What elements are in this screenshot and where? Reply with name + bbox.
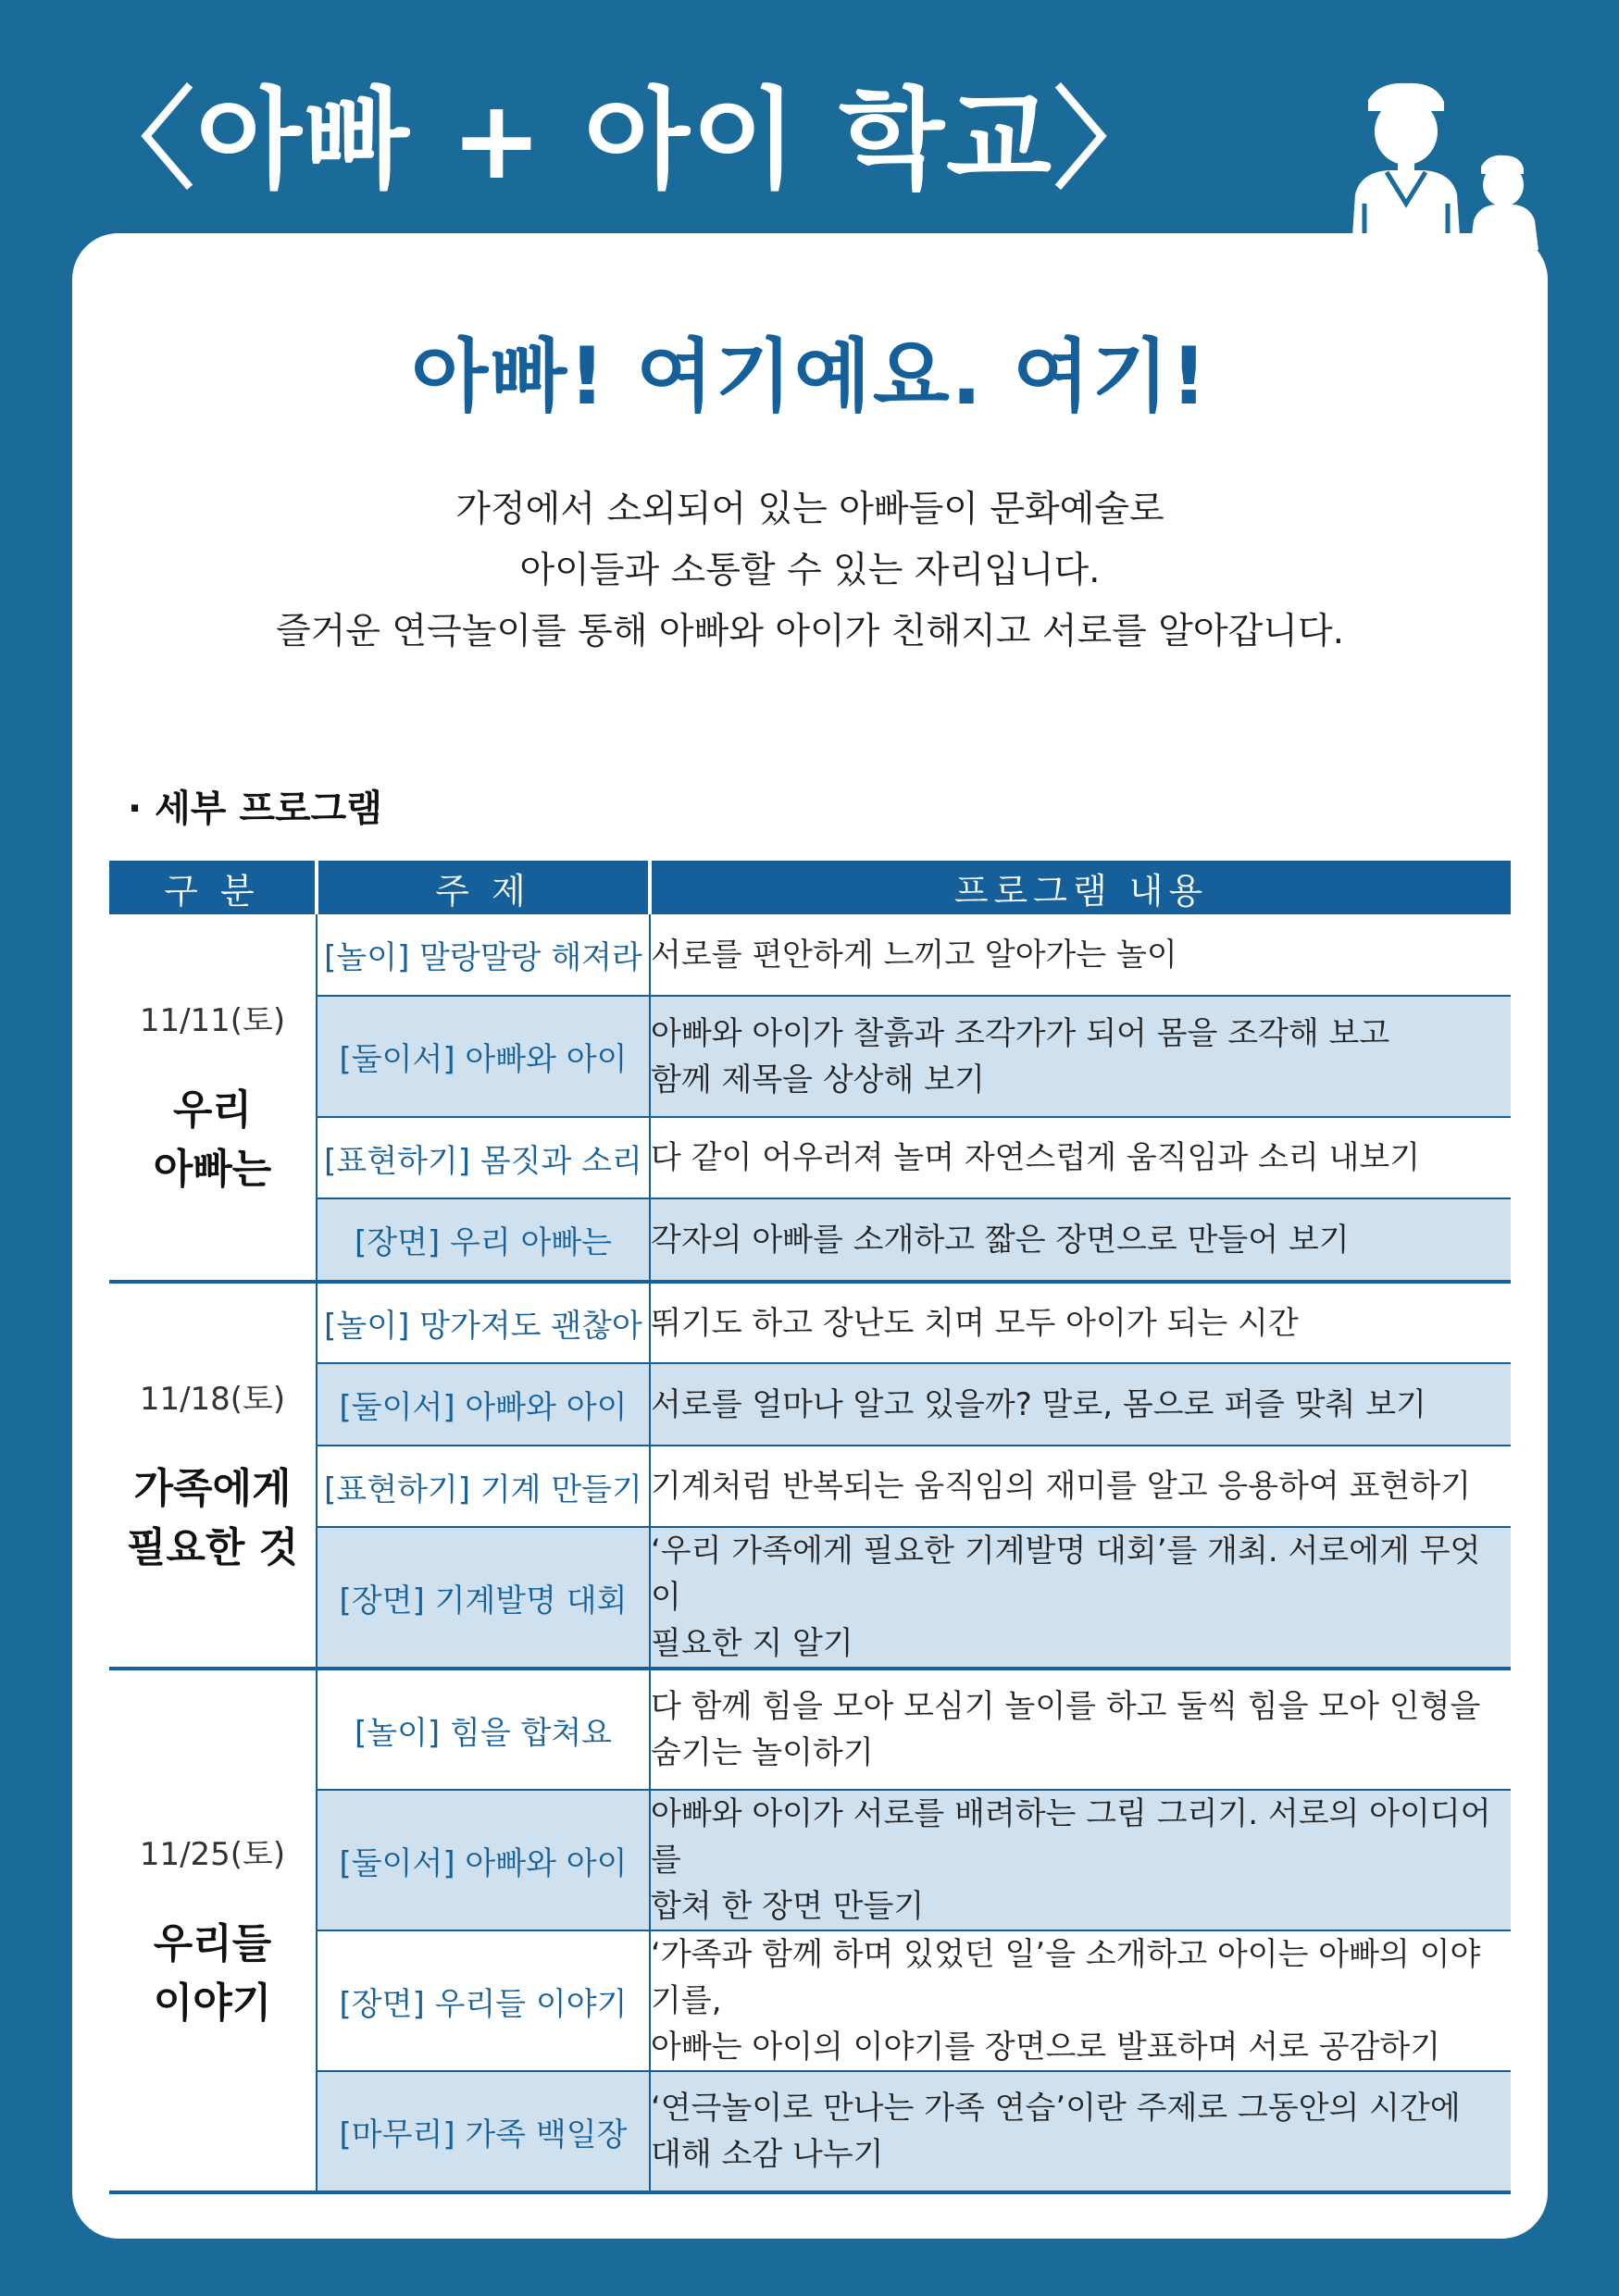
intro-line: 가정에서 소외되어 있는 아빠들이 문화예술로 [455,489,1164,530]
headline: 아빠! 여기예요. 여기! [411,330,1209,423]
content-cell [650,1446,1511,1527]
content-line: 아빠와 아이가 찰흙과 조각가가 되어 몸을 조각해 보고 [651,1014,1390,1052]
session-title-line: 우리 [172,1086,252,1134]
content-line: 각자의 아빠를 소개하고 짧은 장면으로 만들어 보기 [651,1221,1350,1259]
topic-cell: [표현하기] 기계 만들기 [317,1446,650,1527]
group-cell [109,1282,317,1669]
content-cell [650,2071,1511,2192]
content-cell [650,1930,1511,2071]
content-line: 기계처럼 반복되는 움직임의 재미를 알고 응용하여 표현하기 [651,1468,1471,1505]
session-date: 11/25(토) [139,1835,286,1873]
session-title-line: 가족에게 [133,1464,292,1512]
session-title [109,1081,316,1199]
topic-cell: [놀이] 말랑말랑 해져라 [317,914,650,996]
table-row [109,1117,1511,1198]
father-child-figures [1314,74,1555,250]
content-cell [650,1669,1511,1790]
content-line: ‘우리 가족에게 필요한 기계발명 대회’를 개최. 서로에게 무엇이 [651,1533,1481,1616]
topic-cell: [놀이] 힘을 합쳐요 [317,1669,650,1790]
content-cell [650,1363,1511,1446]
table-row [109,996,1511,1117]
topic-cell: [장면] 기계발명 대회 [317,1527,650,1669]
topic-cell: [둘이서] 아빠와 아이 [317,1790,650,1930]
content-cell [650,1117,1511,1198]
table-row [109,1198,1511,1282]
content-line: ‘연극놀이로 만나는 가족 연습’이란 주제로 그동안의 시간에 [651,2090,1461,2127]
table-row [109,1363,1511,1446]
header-topic: 주 제 [317,861,650,914]
intro-line: 아이들과 소통할 수 있는 자리입니다. [519,550,1101,591]
intro-text [72,479,1548,663]
topic-cell: [둘이서] 아빠와 아이 [317,996,650,1117]
content-cell [650,914,1511,996]
content-line: 뛰기도 하고 장난도 치며 모두 아이가 되는 시간 [651,1304,1299,1342]
session-title [109,1459,316,1578]
content-line: 아빠와 아이가 서로를 배려하는 그림 그리기. 서로의 아이디어를 [651,1795,1491,1879]
content-cell [650,1198,1511,1282]
content-line: 필요한 지 알기 [651,1625,853,1662]
table-row [109,1527,1511,1669]
session-title-line: 우리들 [153,1919,272,1967]
page-title: 〈아빠 + 아이 학교〉 [85,76,1165,204]
session-title-line: 이야기 [153,1979,272,2027]
table-row [109,1446,1511,1527]
session-date: 11/18(토) [139,1380,286,1418]
table-row [109,1669,1511,1790]
content-line: 합쳐 한 장면 만들기 [651,1888,925,1925]
session-title [109,1915,316,2033]
topic-cell: [장면] 우리들 이야기 [317,1930,650,2071]
session-title-line: 아빠는 [153,1146,272,1193]
content-cell [650,1282,1511,1363]
table-row [109,1930,1511,2071]
content-line: 함께 제목을 상상해 보기 [651,1061,985,1098]
content-cell [650,996,1511,1117]
session-title-line: 필요한 것 [126,1523,299,1571]
intro-line: 즐거운 연극놀이를 통해 아빠와 아이가 친해지고 서로를 알아갑니다. [275,611,1345,652]
content-line: 다 같이 어우러져 놀며 자연스럽게 움직임과 소리 내보기 [651,1139,1421,1176]
content-line: 서로를 편안하게 느끼고 알아가는 놀이 [651,936,1177,974]
table-row [109,1790,1511,1930]
content-line: 대해 소감 나누기 [651,2136,884,2173]
program-table [109,861,1511,2194]
content-line: ‘가족과 함께 하며 있었던 일’을 소개하고 아이는 아빠의 이야기를, [651,1936,1481,2019]
topic-cell: [장면] 우리 아빠는 [317,1198,650,1282]
table-row [109,2071,1511,2192]
group-cell [109,1669,317,2192]
topic-cell: [둘이서] 아빠와 아이 [317,1363,650,1446]
session-date: 11/11(토) [139,1002,286,1039]
content-cell [650,1790,1511,1930]
content-cell [650,1527,1511,1669]
header-content: 프로그램 내용 [650,861,1511,914]
table-header-row [109,861,1511,914]
header-category: 구 분 [109,861,317,914]
table-row [109,914,1511,996]
father-figure-icon [1351,83,1461,250]
table-row [109,1282,1511,1363]
content-card [72,233,1548,2239]
group-cell [109,914,317,1282]
content-line: 서로를 얼마나 알고 있을까? 말로, 몸으로 퍼즐 맞춰 보기 [651,1385,1426,1423]
topic-cell: [마무리] 가족 백일장 [317,2071,650,2192]
content-line: 아빠는 아이의 이야기를 장면으로 발표하며 서로 공감하기 [651,2029,1441,2066]
topic-cell: [표현하기] 몸짓과 소리 [317,1117,650,1198]
content-line: 숨기는 놀이하기 [651,1734,874,1771]
content-line: 다 함께 힘을 모아 모심기 놀이를 하고 둘씩 힘을 모아 인형을 [651,1688,1481,1725]
section-label: · 세부 프로그램 [128,788,382,830]
topic-cell: [놀이] 망가져도 괜찮아 [317,1282,650,1363]
